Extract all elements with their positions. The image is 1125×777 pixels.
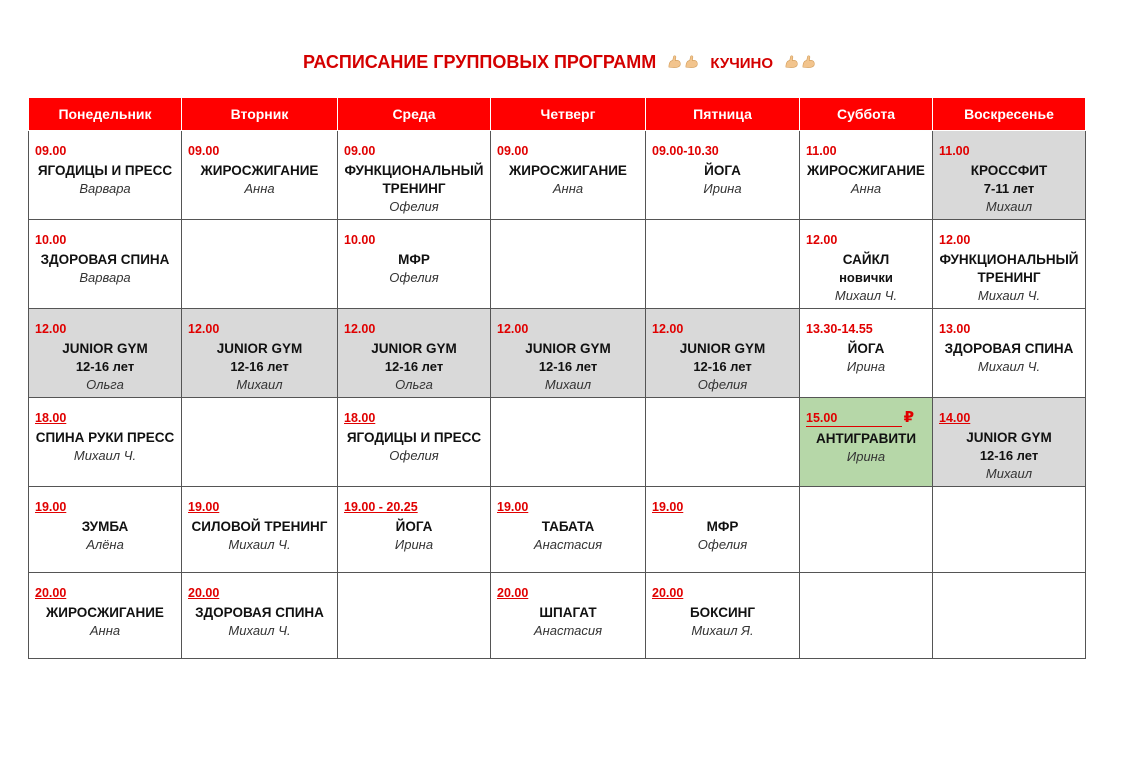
trainer-name: Офелия	[697, 377, 748, 392]
day-header-monday: Понедельник	[29, 98, 182, 131]
class-slot	[338, 398, 491, 487]
trainer-name: Офелия	[389, 270, 439, 285]
trainer-name: Анна	[89, 623, 121, 638]
empty-slot	[800, 487, 933, 573]
class-time: 11.00	[806, 144, 837, 158]
class-time: 19.00	[35, 500, 67, 514]
class-time: 19.00	[652, 500, 684, 514]
class-name: ЙОГА	[395, 519, 433, 534]
trainer-name: Офелия	[389, 199, 439, 214]
class-slot	[800, 220, 933, 309]
class-time: 13.30-14.55	[806, 322, 873, 336]
trainer-name: Ирина	[846, 449, 886, 464]
class-time: 18.00	[344, 411, 376, 425]
class-time: 19.00	[188, 500, 220, 514]
day-header-tuesday: Вторник	[182, 98, 338, 131]
empty-slot	[182, 220, 338, 309]
trainer-name: Анна	[244, 181, 275, 196]
trainer-name: Михаил Ч.	[977, 288, 1041, 303]
class-slot	[182, 487, 338, 573]
class-subtitle: 12-16 лет	[693, 359, 752, 374]
class-name: ЖИРОСЖИГАНИЕ	[807, 163, 925, 178]
class-name: ЗДОРОВАЯ СПИНА	[195, 605, 324, 620]
class-time: 12.00	[35, 322, 67, 336]
schedule-row	[29, 131, 1086, 220]
class-subtitle: 12-16 лет	[75, 359, 135, 374]
class-name: ФУНКЦИОНАЛЬНЫЙ ТРЕНИНГ	[344, 163, 484, 196]
class-time: 12.00	[188, 322, 220, 336]
class-slot	[800, 398, 933, 487]
trainer-name: Варвара	[79, 270, 131, 285]
class-slot	[338, 309, 491, 398]
class-time: 12.00	[652, 322, 684, 336]
trainer-name: Михаил Ч.	[977, 359, 1041, 374]
schedule-table	[28, 97, 1086, 659]
trainer-name: Анна	[850, 181, 882, 196]
class-time: 09.00	[497, 144, 529, 158]
class-time: 19.00	[497, 500, 529, 514]
class-name: JUNIOR GYM	[966, 430, 1052, 445]
class-slot	[338, 487, 491, 573]
day-header-saturday: Суббота	[800, 98, 933, 131]
class-time: 20.00	[652, 586, 684, 600]
class-time: 15.00	[806, 411, 902, 427]
class-slot	[182, 573, 338, 659]
trainer-name: Михаил Я.	[691, 623, 754, 638]
class-name: ЗДОРОВАЯ СПИНА	[944, 341, 1074, 356]
class-slot	[933, 131, 1086, 220]
class-subtitle: 12-16 лет	[230, 359, 289, 374]
class-slot	[491, 573, 646, 659]
class-subtitle: 12-16 лет	[979, 448, 1039, 463]
class-name: ЯГОДИЦЫ И ПРЕСС	[346, 430, 482, 445]
class-name: JUNIOR GYM	[216, 341, 303, 356]
class-slot	[182, 309, 338, 398]
schedule-title	[0, 52, 1125, 73]
schedule-row	[29, 309, 1086, 398]
class-name: ЙОГА	[847, 341, 885, 356]
class-slot	[29, 131, 182, 220]
schedule-row	[29, 487, 1086, 573]
empty-slot	[646, 398, 800, 487]
trainer-name: Ирина	[846, 359, 886, 374]
class-time: 10.00	[35, 233, 67, 247]
class-subtitle: 7-11 лет	[983, 181, 1035, 196]
class-name: СПИНА РУКИ ПРЕСС	[35, 430, 175, 445]
class-slot	[646, 309, 800, 398]
empty-slot	[933, 487, 1086, 573]
trainer-name: Анна	[552, 181, 584, 196]
class-name: КРОССФИТ	[970, 163, 1048, 178]
class-name: САЙКЛ	[842, 252, 890, 267]
flexed-biceps-icon-pair-1	[666, 52, 700, 73]
empty-slot	[491, 220, 646, 309]
empty-slot	[491, 398, 646, 487]
class-name: ЖИРОСЖИГАНИЕ	[200, 163, 319, 178]
class-slot	[933, 220, 1086, 309]
trainer-name: Алёна	[86, 537, 124, 552]
class-name: ЯГОДИЦЫ И ПРЕСС	[37, 163, 173, 178]
class-time: 12.00	[939, 233, 971, 247]
class-slot	[933, 398, 1086, 487]
trainer-name: Михаил	[544, 377, 592, 392]
trainer-name: Михаил Ч.	[228, 623, 291, 638]
class-name: JUNIOR GYM	[525, 341, 611, 356]
class-time: 20.00	[35, 586, 67, 600]
class-time: 09.00	[35, 144, 67, 158]
class-name: ЗУМБА	[81, 519, 129, 534]
class-slot	[933, 309, 1086, 398]
class-subtitle: новички	[839, 270, 893, 285]
class-name: ШПАГАТ	[539, 605, 597, 620]
class-name: JUNIOR GYM	[371, 341, 457, 356]
class-slot	[491, 309, 646, 398]
trainer-name: Михаил	[985, 199, 1033, 214]
trainer-name: Ольга	[86, 377, 124, 392]
schedule-row	[29, 573, 1086, 659]
trainer-name: Ирина	[703, 181, 742, 196]
class-name: ЗДОРОВАЯ СПИНА	[40, 252, 170, 267]
class-slot	[800, 309, 933, 398]
trainer-name: Офелия	[389, 448, 439, 463]
day-header-sunday: Воскресенье	[933, 98, 1086, 131]
title-main: РАСПИСАНИЕ ГРУППОВЫХ ПРОГРАММ	[302, 52, 657, 72]
class-time: 10.00	[344, 233, 376, 247]
trainer-name: Анастасия	[533, 537, 603, 552]
class-subtitle: 12-16 лет	[384, 359, 444, 374]
class-time: 12.00	[344, 322, 376, 336]
class-time: 09.00	[188, 144, 220, 158]
class-time: 09.00-10.30	[652, 144, 719, 158]
class-time: 14.00	[939, 411, 971, 425]
schedule-row	[29, 220, 1086, 309]
class-name: АНТИГРАВИТИ	[815, 431, 917, 446]
trainer-name: Варвара	[79, 181, 131, 196]
empty-slot	[646, 220, 800, 309]
class-slot	[182, 131, 338, 220]
class-name: ЖИРОСЖИГАНИЕ	[46, 605, 164, 620]
class-slot	[646, 573, 800, 659]
class-name: ЙОГА	[704, 163, 741, 178]
day-header-friday: Пятница	[646, 98, 800, 131]
empty-slot	[182, 398, 338, 487]
class-time: 12.00	[497, 322, 529, 336]
trainer-name: Михаил Ч.	[73, 448, 137, 463]
class-name: JUNIOR GYM	[679, 341, 766, 356]
empty-slot	[338, 573, 491, 659]
class-time: 19.00 - 20.25	[344, 500, 418, 514]
class-name: БОКСИНГ	[689, 605, 756, 620]
trainer-name: Михаил Ч.	[228, 537, 291, 552]
trainer-name: Ольга	[395, 377, 433, 392]
class-name: МФР	[706, 519, 739, 534]
day-header-thursday: Четверг	[491, 98, 646, 131]
class-slot	[491, 131, 646, 220]
class-slot	[800, 131, 933, 220]
class-name: ЖИРОСЖИГАНИЕ	[509, 163, 627, 178]
class-time: 09.00	[344, 144, 376, 158]
class-name: JUNIOR GYM	[62, 341, 148, 356]
class-time: 13.00	[939, 322, 971, 336]
ruble-paid-icon: ₽	[903, 409, 914, 426]
empty-slot	[800, 573, 933, 659]
day-header-wednesday: Среда	[338, 98, 491, 131]
class-name: ТАБАТА	[541, 519, 595, 534]
class-slot	[338, 131, 491, 220]
class-slot	[29, 487, 182, 573]
day-header-row	[29, 98, 1086, 131]
trainer-name: Михаил	[985, 466, 1033, 481]
trainer-name: Офелия	[697, 537, 748, 552]
class-name: СИЛОВОЙ ТРЕНИНГ	[191, 519, 328, 534]
class-time: 18.00	[35, 411, 67, 425]
trainer-name: Ирина	[394, 537, 434, 552]
class-time: 11.00	[939, 144, 970, 158]
class-slot	[338, 220, 491, 309]
class-slot	[646, 487, 800, 573]
flexed-biceps-icon-pair-2	[783, 52, 817, 73]
empty-slot	[933, 573, 1086, 659]
class-time: 20.00	[188, 586, 220, 600]
class-time: 20.00	[497, 586, 529, 600]
class-slot	[29, 398, 182, 487]
class-slot	[29, 573, 182, 659]
trainer-name: Михаил Ч.	[834, 288, 898, 303]
class-subtitle: 12-16 лет	[538, 359, 598, 374]
class-name: ФУНКЦИОНАЛЬНЫЙ ТРЕНИНГ	[939, 252, 1079, 285]
trainer-name: Михаил	[236, 377, 283, 392]
class-time: 12.00	[806, 233, 838, 247]
class-slot	[646, 131, 800, 220]
schedule-row	[29, 398, 1086, 487]
class-slot	[29, 309, 182, 398]
class-name: МФР	[398, 252, 430, 267]
class-slot	[29, 220, 182, 309]
title-location: КУЧИНО	[710, 55, 774, 72]
trainer-name: Анастасия	[533, 623, 603, 638]
class-slot	[491, 487, 646, 573]
